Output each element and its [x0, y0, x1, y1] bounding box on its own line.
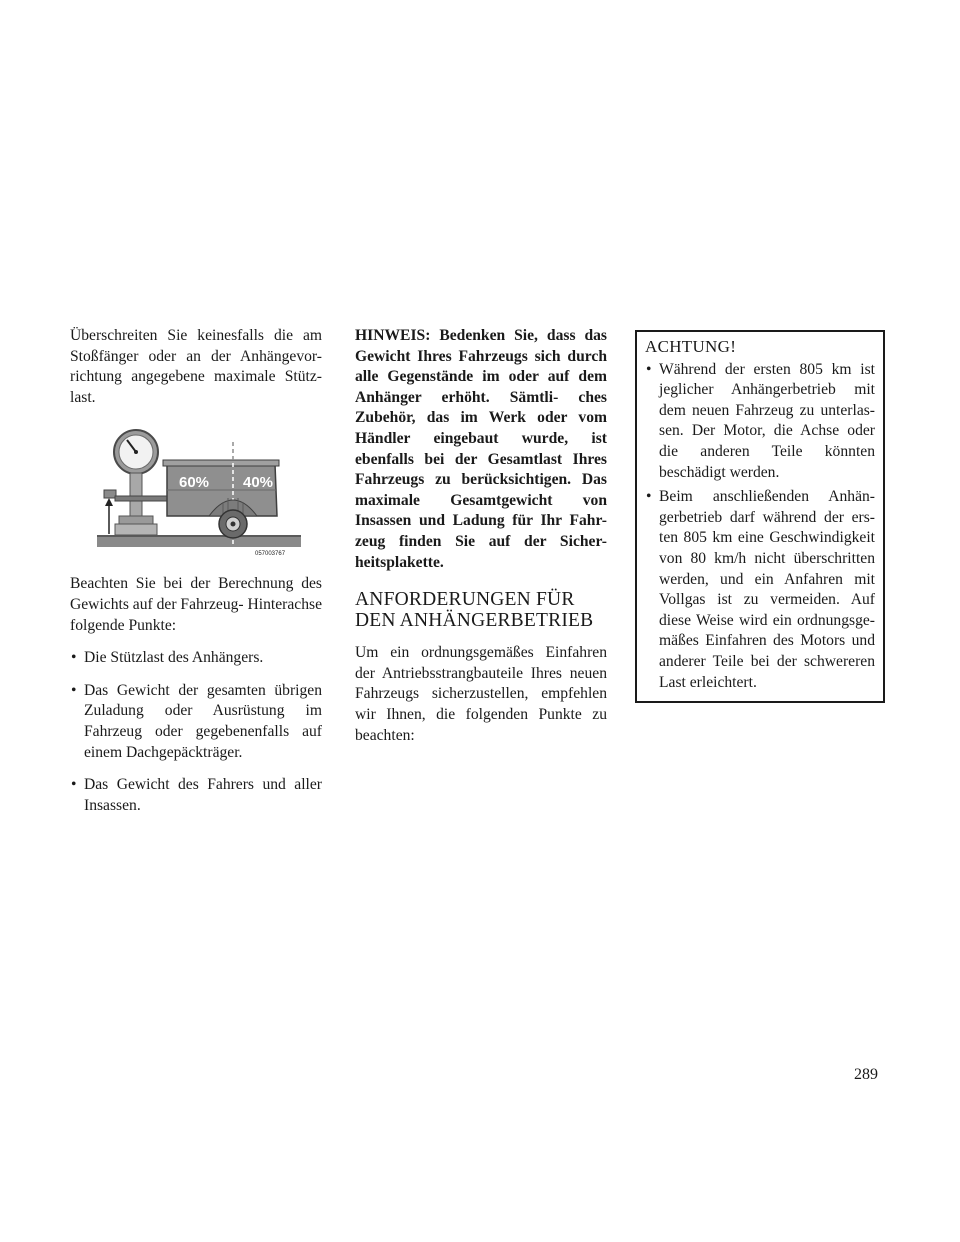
- page-number: 289: [854, 1066, 878, 1083]
- section-heading-line2: DEN ANHÄNGERBETRIEB: [355, 610, 594, 632]
- break-in-paragraph: Um ein ordnungsgemäßes Einfahren der Antriebsstrangbauteile Ihres neuen Fahrzeugs sicherzustellen, empfehlen wir Ihnen, die folgenden Punkte zu beachten:: [355, 644, 607, 744]
- tongue-weight-figure: [97, 424, 301, 558]
- front-load-label: 60%: [179, 474, 210, 492]
- note-paragraph: HINWEIS: Bedenken Sie, dass das Gewicht Ihres Fahrzeugs sich durch alle Gegenstände im oder auf dem Anhänger erhöht. Sämtli- ches Zubehör, das im Werk oder vom Händler eingebaut wurde, ist ebenfalls bei der Gesamtlast Ihres Fahrzeugs zu berücksichtigen. Das maximale Gesamtgewicht von Insassen und Ladung für Ihr Fahr- zeug finden Sie auf der Sicher- heitsplakette.: [355, 327, 607, 571]
- middle-column: [355, 326, 607, 746]
- section-heading: [355, 589, 607, 631]
- list-item: • Die Stützlast des Anhängers.: [70, 648, 322, 669]
- list-item: • Das Gewicht des Fahrers und aller Insassen.: [70, 775, 322, 816]
- rear-load-label: 40%: [243, 474, 274, 492]
- list-item: • Während der ersten 805 km ist jeglicher Anhängerbetrieb mit dem neuen Fahrzeug zu unterlas- sen. Der Motor, die Achse oder die anderen Teile könnten beschädigt werden.: [645, 360, 875, 484]
- figure-code: 057003767: [255, 551, 286, 558]
- axle-weight-paragraph: Beachten Sie bei der Berechnung des Gewichts auf der Fahrzeug- Hinterachse folgende Punkte:: [70, 575, 322, 634]
- section-heading-line1: ANFORDERUNGEN FÜR: [355, 589, 575, 611]
- warning-list: [645, 360, 875, 694]
- axle-weight-list: [70, 648, 322, 816]
- list-item: • Das Gewicht der gesamten übrigen Zuladung oder Ausrüstung im Fahrzeug oder gegebenenfalls auf einem Dachgepäckträger.: [70, 681, 322, 763]
- warning-box: [635, 330, 885, 703]
- left-column: [70, 326, 322, 816]
- intro-paragraph: Überschreiten Sie keinesfalls die am Stoßfänger oder an der Anhängevor- richtung angegebene maximale Stütz- last.: [70, 327, 322, 406]
- list-item: • Beim anschließenden Anhän- gerbetrieb darf während der ers- ten 805 km eine Geschwindigkeit von 80 km/h nicht überschritten werden, und ein Anfahren mit Vollgas ist zu vermeiden. Auf diese Weise wird ein ordnungsge- mäßes Einfahren des Motors und anderer Teile bei der schwereren Last erleichtert.: [645, 487, 875, 693]
- warning-title: ACHTUNG!: [645, 337, 737, 356]
- trailer-scale-illustration: [97, 424, 301, 558]
